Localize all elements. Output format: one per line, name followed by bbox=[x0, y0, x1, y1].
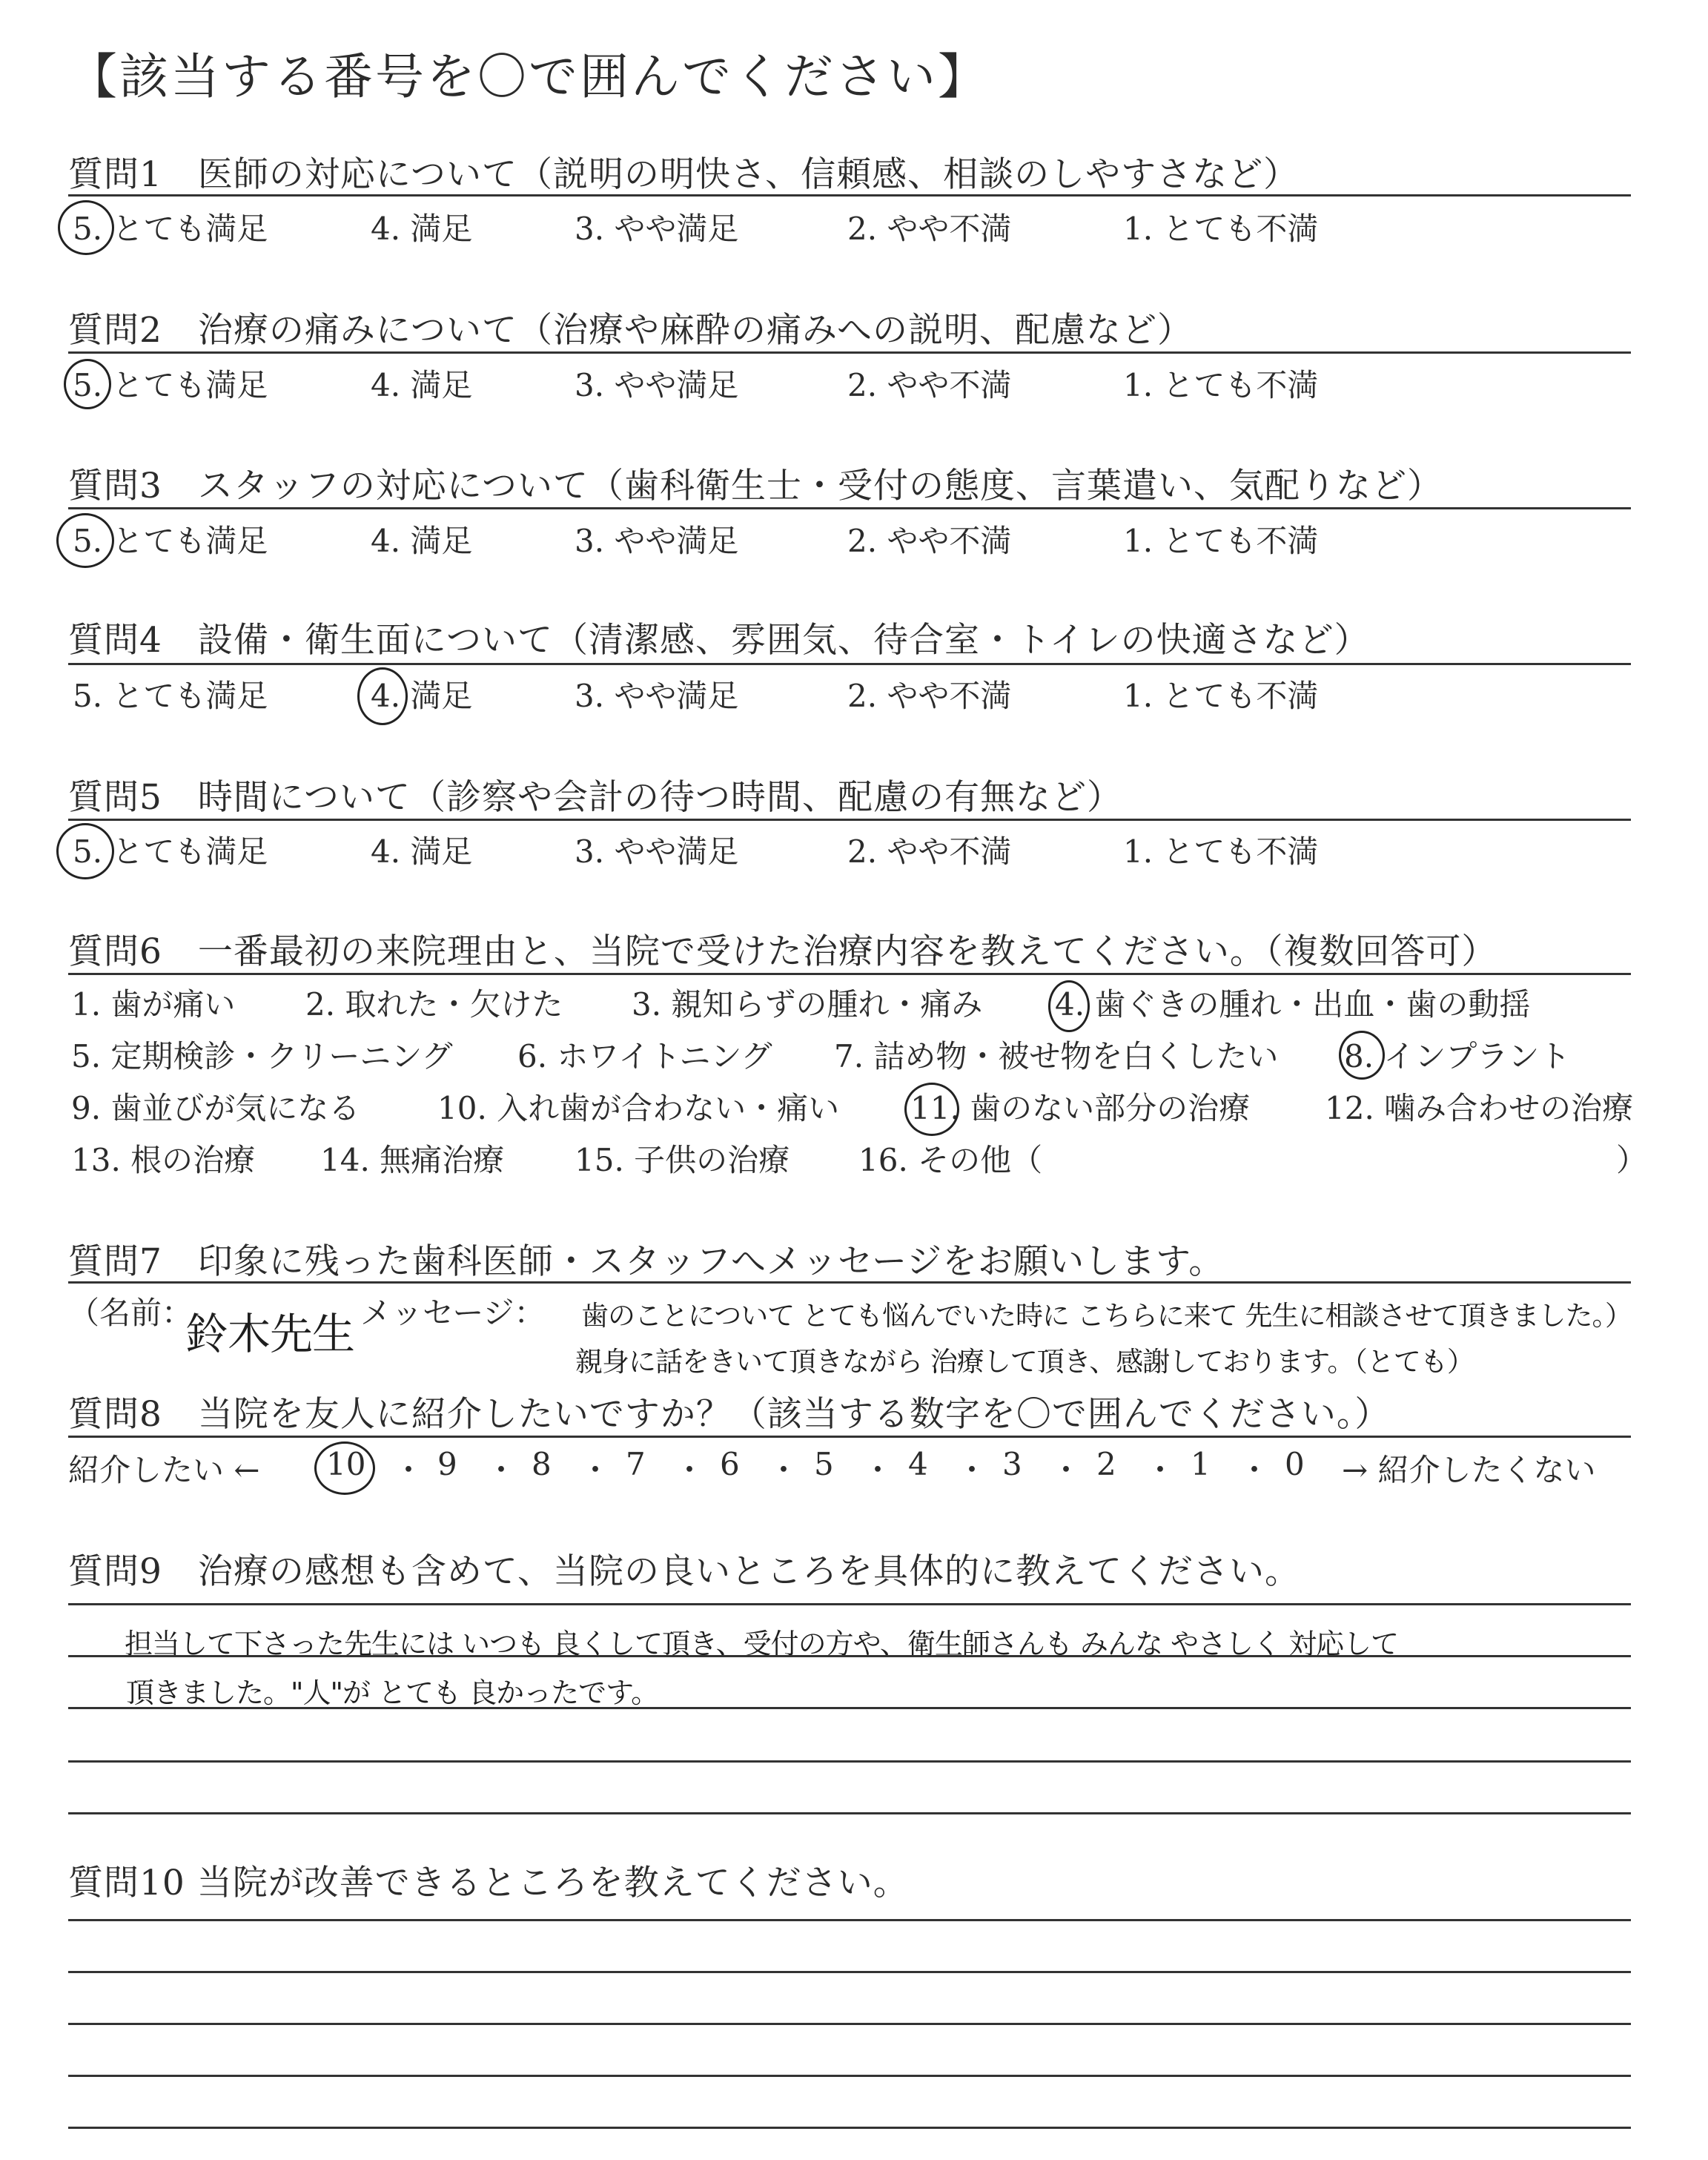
divider bbox=[68, 351, 1631, 354]
page-title: 【該当する番号を〇で囲んでください】 bbox=[68, 48, 989, 105]
answer-line bbox=[68, 1603, 1631, 1605]
answer-line bbox=[68, 2075, 1631, 2077]
q8-dot: ・ bbox=[393, 1452, 425, 1488]
divider bbox=[68, 194, 1631, 196]
q6-option-3[interactable]: 3. 親知らずの腫れ・痛み bbox=[632, 986, 983, 1023]
q8-dot: ・ bbox=[1050, 1452, 1082, 1488]
q1-option-3[interactable]: 3. やや満足 bbox=[575, 211, 739, 247]
selection-circle bbox=[904, 1083, 959, 1136]
question-2-title: 質問2 治療の痛みについて（治療や麻酔の痛みへの説明、配慮など） bbox=[68, 310, 1194, 351]
q7-message-line-1: 歯のことについて とても悩んでいた時に こちらに来て 先生に相談させて頂きました。） bbox=[581, 1300, 1632, 1332]
q8-scale-7[interactable]: 7 bbox=[626, 1446, 646, 1482]
q8-scale-2[interactable]: 2 bbox=[1096, 1446, 1116, 1482]
q1-option-5[interactable]: 5. とても満足 bbox=[73, 211, 268, 247]
q8-dot: ・ bbox=[486, 1452, 517, 1488]
question-9-title: 質問9 治療の感想も含めて、当院の良いところを具体的に教えてください。 bbox=[68, 1551, 1300, 1592]
q8-scale-8[interactable]: 8 bbox=[532, 1446, 552, 1482]
q8-scale-0[interactable]: 0 bbox=[1285, 1446, 1305, 1482]
q6-option-1[interactable]: 1. 歯が痛い bbox=[71, 986, 236, 1023]
question-1-title: 質問1 医師の対応について（説明の明快さ、信頼感、相談のしやすさなど） bbox=[68, 154, 1300, 195]
q4-option-5[interactable]: 5. とても満足 bbox=[73, 678, 268, 714]
answer-line bbox=[68, 2023, 1631, 2025]
q4-option-4[interactable]: 4. 満足 bbox=[371, 678, 473, 714]
q9-answer-line-1: 担当して下さった先生には いつも 良くして頂き、受付の方や、衛生師さんも みんな やさしく 対応して bbox=[125, 1628, 1399, 1660]
divider bbox=[68, 819, 1631, 821]
q8-dot: ・ bbox=[580, 1452, 612, 1488]
q5-option-1[interactable]: 1. とても不満 bbox=[1123, 833, 1319, 870]
answer-line bbox=[68, 1760, 1631, 1763]
q3-option-4[interactable]: 4. 満足 bbox=[371, 523, 473, 559]
q6-option-16[interactable]: 16. その他（ bbox=[858, 1142, 1043, 1178]
q7-name-handwriting: 鈴木先生 bbox=[185, 1309, 355, 1359]
q8-scale-5[interactable]: 5 bbox=[814, 1446, 834, 1482]
q8-scale-1[interactable]: 1 bbox=[1191, 1446, 1211, 1482]
q3-option-3[interactable]: 3. やや満足 bbox=[575, 523, 739, 559]
answer-line bbox=[68, 1812, 1631, 1814]
q6-option-15[interactable]: 15. 子供の治療 bbox=[575, 1142, 790, 1178]
q8-dot: ・ bbox=[956, 1452, 988, 1488]
q5-option-2[interactable]: 2. やや不満 bbox=[847, 833, 1012, 870]
divider bbox=[68, 663, 1631, 665]
q6-option-11[interactable]: 11. 歯のない部分の治療 bbox=[910, 1090, 1251, 1126]
q6-option-5[interactable]: 5. 定期検診・クリーニング bbox=[71, 1038, 453, 1074]
q6-option-8[interactable]: 8. インプラント bbox=[1344, 1038, 1571, 1074]
q3-option-2[interactable]: 2. やや不満 bbox=[847, 523, 1012, 559]
selection-circle bbox=[357, 667, 408, 725]
divider bbox=[68, 973, 1631, 975]
q8-scale-4[interactable]: 4 bbox=[908, 1446, 928, 1482]
selection-circle bbox=[314, 1441, 375, 1495]
divider bbox=[68, 1281, 1631, 1284]
question-4-title: 質問4 設備・衛生面について（清潔感、雰囲気、待合室・トイレの快適さなど） bbox=[68, 620, 1370, 661]
q5-option-3[interactable]: 3. やや満足 bbox=[575, 833, 739, 870]
answer-line bbox=[68, 2127, 1631, 2129]
q2-option-3[interactable]: 3. やや満足 bbox=[575, 367, 739, 403]
selection-circle bbox=[58, 200, 114, 255]
q4-option-3[interactable]: 3. やや満足 bbox=[575, 678, 739, 714]
q7-message-line-2: 親身に話をきいて頂きながら 治療して頂き、感謝しております。（とても） bbox=[575, 1346, 1474, 1378]
q6-option-9[interactable]: 9. 歯並びが気になる bbox=[71, 1090, 360, 1126]
q5-option-4[interactable]: 4. 満足 bbox=[371, 833, 473, 870]
divider bbox=[68, 1436, 1631, 1438]
q8-dot: ・ bbox=[674, 1452, 706, 1488]
question-8-title: 質問8 当院を友人に紹介したいですか？（該当する数字を〇で囲んでください。） bbox=[68, 1394, 1391, 1435]
question-6-title: 質問6 一番最初の来院理由と、当院で受けた治療内容を教えてください。（複数回答可） bbox=[68, 931, 1497, 972]
q8-scale-9[interactable]: 9 bbox=[437, 1446, 457, 1482]
q3-option-5[interactable]: 5. とても満足 bbox=[73, 523, 268, 559]
q1-option-1[interactable]: 1. とても不満 bbox=[1123, 211, 1319, 247]
q8-scale-6[interactable]: 6 bbox=[720, 1446, 740, 1482]
selection-circle bbox=[56, 513, 114, 568]
q4-option-1[interactable]: 1. とても不満 bbox=[1123, 678, 1319, 714]
q2-option-1[interactable]: 1. とても不満 bbox=[1123, 367, 1319, 403]
q6-option-4[interactable]: 4. 歯ぐきの腫れ・出血・歯の動揺 bbox=[1055, 986, 1531, 1023]
q9-answer-line-2: 頂きました。"人"が とても 良かったです。 bbox=[126, 1677, 659, 1709]
q6-option-2[interactable]: 2. 取れた・欠けた bbox=[305, 986, 563, 1023]
q7-message-label: メッセージ： bbox=[360, 1295, 546, 1331]
q8-dot: ・ bbox=[862, 1452, 894, 1488]
selection-circle bbox=[1339, 1031, 1385, 1080]
q5-option-5[interactable]: 5. とても満足 bbox=[73, 833, 268, 870]
q6-other-close-paren: ） bbox=[1616, 1142, 1648, 1178]
question-7-title: 質問7 印象に残った歯科医師・スタッフへメッセージをお願いします。 bbox=[68, 1241, 1225, 1282]
answer-line bbox=[68, 1655, 1631, 1657]
selection-circle bbox=[1048, 980, 1090, 1032]
q2-option-4[interactable]: 4. 満足 bbox=[371, 367, 473, 403]
q3-option-1[interactable]: 1. とても不満 bbox=[1123, 523, 1319, 559]
q8-left-label: 紹介したい ← bbox=[68, 1452, 260, 1488]
q6-option-13[interactable]: 13. 根の治療 bbox=[71, 1142, 256, 1178]
q8-scale-3[interactable]: 3 bbox=[1002, 1446, 1022, 1482]
question-5-title: 質問5 時間について（診察や会計の待つ時間、配慮の有無など） bbox=[68, 777, 1122, 818]
q8-scale-10[interactable]: 10 bbox=[326, 1446, 366, 1482]
q6-option-7[interactable]: 7. 詰め物・被せ物を白くしたい bbox=[834, 1038, 1279, 1074]
question-10-title: 質問10 当院が改善できるところを教えてください。 bbox=[68, 1863, 909, 1903]
q6-option-12[interactable]: 12. 噛み合わせの治療 bbox=[1325, 1090, 1634, 1126]
q8-right-label: → 紹介したくない bbox=[1342, 1452, 1596, 1488]
q1-option-4[interactable]: 4. 満足 bbox=[371, 211, 473, 247]
q2-option-5[interactable]: 5. とても満足 bbox=[73, 367, 268, 403]
q8-dot: ・ bbox=[1239, 1452, 1271, 1488]
q4-option-2[interactable]: 2. やや不満 bbox=[847, 678, 1012, 714]
q6-option-6[interactable]: 6. ホワイトニング bbox=[517, 1038, 772, 1074]
q2-option-2[interactable]: 2. やや不満 bbox=[847, 367, 1012, 403]
q7-name-label: （名前： bbox=[68, 1295, 193, 1331]
q6-option-14[interactable]: 14. 無痛治療 bbox=[320, 1142, 505, 1178]
answer-line bbox=[68, 1707, 1631, 1709]
question-3-title: 質問3 スタッフの対応について（歯科衛生士・受付の態度、言葉遣い、気配りなど） bbox=[68, 466, 1443, 506]
q8-dot: ・ bbox=[768, 1452, 800, 1488]
answer-line bbox=[68, 1971, 1631, 1973]
answer-line bbox=[68, 1919, 1631, 1921]
divider bbox=[68, 507, 1631, 509]
q1-option-2[interactable]: 2. やや不満 bbox=[847, 211, 1012, 247]
selection-circle bbox=[56, 823, 114, 879]
q6-option-10[interactable]: 10. 入れ歯が合わない・痛い bbox=[437, 1090, 840, 1126]
q8-dot: ・ bbox=[1145, 1452, 1176, 1488]
selection-circle bbox=[64, 359, 111, 409]
